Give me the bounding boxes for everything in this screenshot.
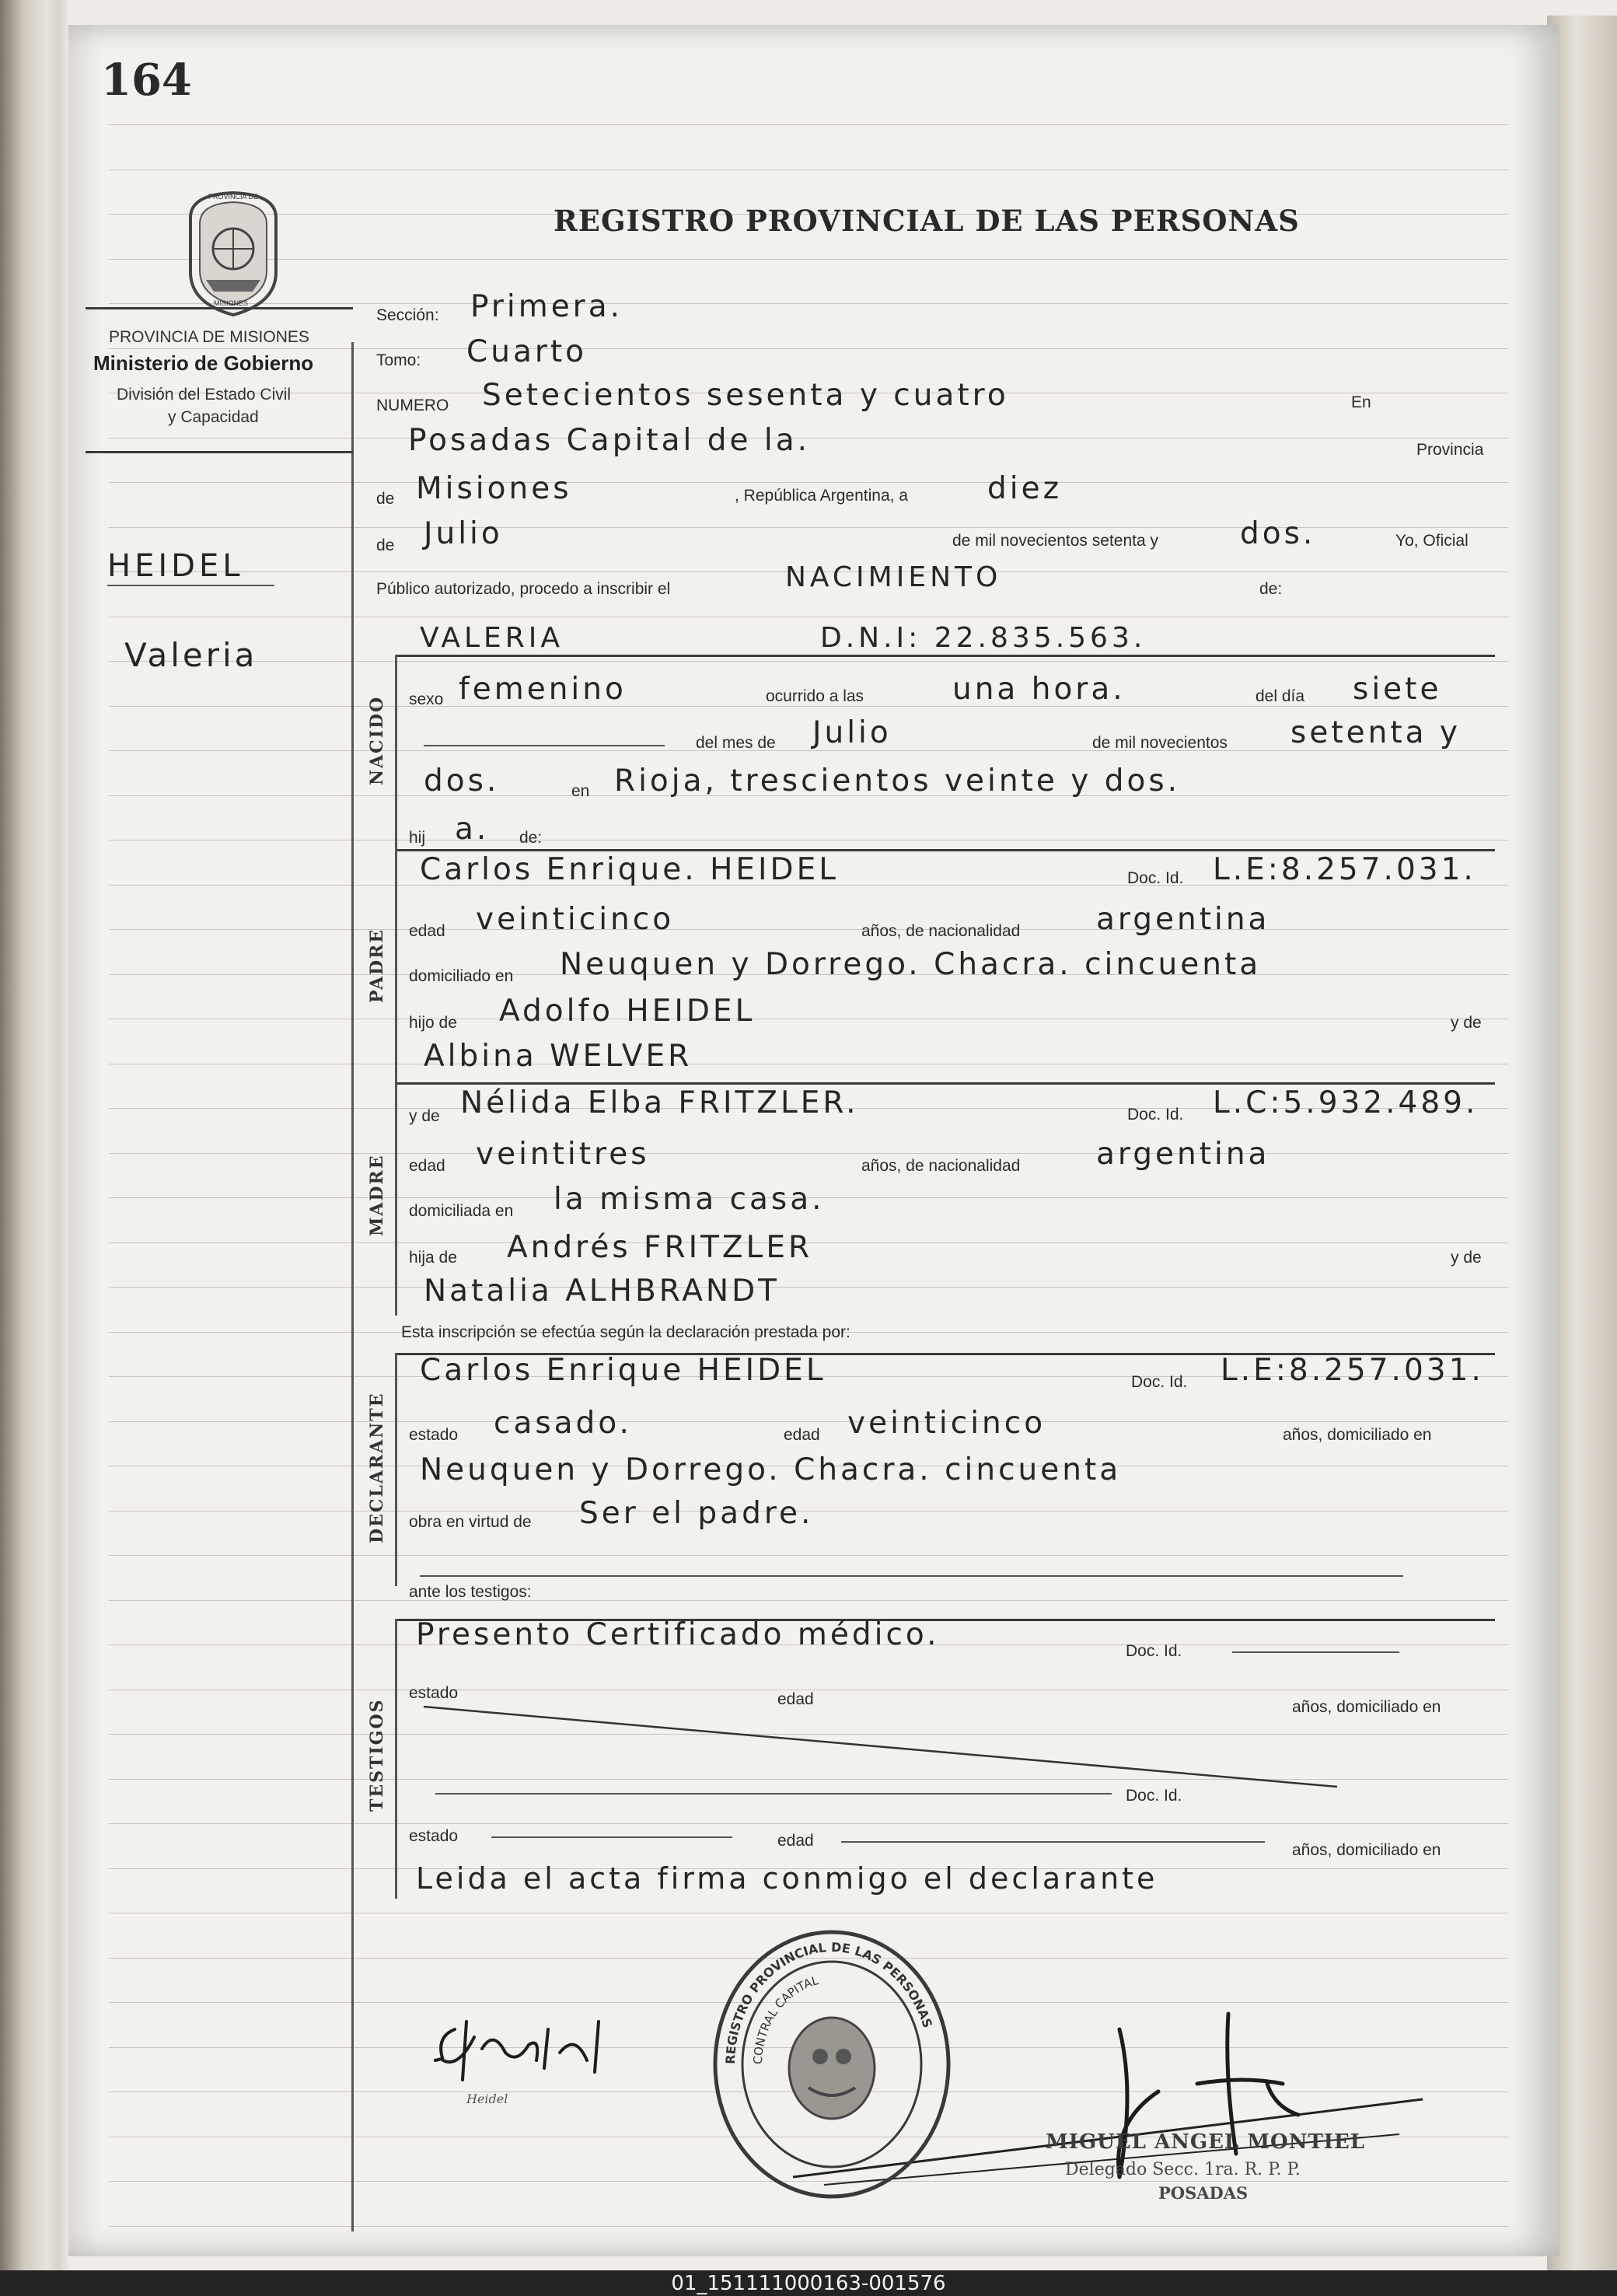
- official-stamp-seal: [700, 1920, 964, 2208]
- org-province: PROVINCIA DE MISIONES: [109, 328, 309, 346]
- label-madre-dom: domiciliada en: [409, 1202, 514, 1220]
- entry-madre-hija-de: Andrés FRITZLER: [507, 1230, 813, 1265]
- entry-hij: a.: [455, 812, 490, 847]
- label-madre-y-de: y de: [409, 1107, 440, 1125]
- entry-madre-nac: argentina: [1096, 1137, 1270, 1172]
- entry-padre-y-de: Albina WELVER: [424, 1039, 693, 1074]
- crest-text-1: PROVINCIA DE: [208, 193, 259, 201]
- label-decl-obra: obra en virtud de: [409, 1513, 532, 1531]
- org-division: División del Estado Civil: [117, 386, 292, 404]
- label-publico: Público autorizado, procedo a inscribir el: [376, 580, 671, 598]
- label-padre: PADRE: [367, 928, 387, 1003]
- entry-mes-nac: Julio: [812, 715, 892, 750]
- entry-padre-doc: L.E:8.257.031.: [1213, 852, 1476, 887]
- label-madre-hija-de: hija de: [409, 1249, 457, 1267]
- label-testigos: TESTIGOS: [367, 1698, 387, 1812]
- entry-padre-nac: argentina: [1096, 902, 1270, 937]
- label-testigo-estado-1: estado: [409, 1684, 459, 1702]
- label-testigo-doc-1: Doc. Id.: [1126, 1642, 1182, 1660]
- entry-hora: una hora.: [952, 672, 1126, 707]
- entry-padre-edad: veinticinco: [476, 902, 675, 937]
- entry-madre-y-de: Natalia ALHBRANDT: [424, 1274, 780, 1309]
- label-republica: , República Argentina, a: [735, 487, 908, 505]
- entry-decl-edad: veinticinco: [847, 1406, 1046, 1441]
- label-madre-edad: edad: [409, 1157, 445, 1175]
- entry-anio-nac-2: dos.: [424, 764, 500, 799]
- label-sexo: sexo: [409, 690, 444, 708]
- entry-madre-edad: veintitres: [476, 1137, 650, 1172]
- entry-padre-dom: Neuquen y Dorrego. Chacra. cincuenta: [560, 947, 1262, 982]
- entry-madre-nombre: Nélida Elba FRITZLER.: [460, 1085, 859, 1120]
- label-testigo-edad-2: edad: [777, 1832, 814, 1850]
- entry-lugar-nac: Rioja, trescientos veinte y dos.: [614, 764, 1181, 799]
- entry-cierre: Leida el acta firma conmigo el declarante: [416, 1861, 1158, 1896]
- entry-lugar: Posadas Capital de la.: [408, 423, 810, 458]
- label-padre-nac: años, de nacionalidad: [861, 922, 1021, 940]
- label-de-mil: de mil novecientos setenta y: [952, 532, 1158, 550]
- label-del-dia: del día: [1256, 687, 1305, 705]
- entry-dni: D.N.I: 22.835.563.: [820, 622, 1147, 654]
- margin-signature-text: Heidel: [466, 2092, 508, 2106]
- entry-sexo: femenino: [459, 672, 627, 707]
- margin-given-name: Valeria: [124, 636, 258, 674]
- entry-decl-doc: L.E:8.257.031.: [1221, 1353, 1484, 1388]
- entry-dia-nac: siete: [1353, 672, 1442, 707]
- label-madre-doc: Doc. Id.: [1127, 1106, 1184, 1124]
- label-testigo-doc-2: Doc. Id.: [1126, 1787, 1182, 1805]
- entry-decl-virtud: Ser el padre.: [579, 1496, 814, 1531]
- official-title: Delegado Secc. 1ra. R. P. P.: [1065, 2160, 1301, 2179]
- label-testigo-edad-1: edad: [777, 1690, 814, 1708]
- entry-dia: diez: [987, 471, 1063, 506]
- label-madre: MADRE: [367, 1154, 387, 1236]
- label-padre-edad: edad: [409, 922, 445, 940]
- page-number: 164: [101, 54, 192, 106]
- entry-anio-nac-1: setenta y: [1290, 715, 1461, 750]
- label-madre-y-de-2: y de: [1451, 1249, 1482, 1267]
- official-name: MIGUEL ANGEL MONTIEL: [1046, 2130, 1366, 2154]
- label-en: En: [1351, 393, 1371, 411]
- entry-padre-hijo-de: Adolfo HEIDEL: [499, 994, 756, 1029]
- org-capacity: y Capacidad: [168, 408, 259, 426]
- label-decl-doc: Doc. Id.: [1131, 1373, 1188, 1391]
- label-testigo-estado-2: estado: [409, 1827, 459, 1845]
- stamp-ring-text: REGISTRO PROVINCIAL DE LAS PERSONAS: [722, 1939, 935, 2065]
- org-ministry: Ministerio de Gobierno: [93, 351, 314, 375]
- label-testigo-dom-1: años, domiciliado en: [1292, 1698, 1441, 1716]
- label-de-acto: de:: [1259, 580, 1283, 598]
- label-hij: hij: [409, 829, 426, 847]
- crest-text-2: MISIONES: [214, 299, 249, 307]
- label-testigo-dom-2: años, domiciliado en: [1292, 1841, 1441, 1859]
- entry-madre-doc: L.C:5.932.489.: [1213, 1085, 1479, 1120]
- label-ocurrido: ocurrido a las: [766, 687, 864, 705]
- label-esta-inscripcion: Esta inscripción se efectúa según la declaración prestada por:: [401, 1323, 850, 1341]
- label-seccion: Sección:: [376, 306, 439, 324]
- margin-surname: HEIDEL: [107, 548, 244, 584]
- label-padre-doc: Doc. Id.: [1127, 869, 1184, 887]
- label-yo-oficial: Yo, Oficial: [1395, 532, 1469, 550]
- document-title: REGISTRO PROVINCIAL DE LAS PERSONAS: [554, 204, 1300, 238]
- margin-signature-scrawl: [420, 2006, 630, 2092]
- official-place: POSADAS: [1158, 2183, 1249, 2203]
- stamp-inner-text: CONTRAL CAPITAL: [750, 1973, 820, 2065]
- image-caption: 01_151111000163-001576: [671, 2272, 946, 2295]
- entry-decl-estado: casado.: [494, 1406, 632, 1441]
- label-provincia: Provincia: [1416, 441, 1484, 459]
- entry-numero: Setecientos sesenta y cuatro: [482, 378, 1009, 413]
- label-padre-dom: domiciliado en: [409, 967, 514, 985]
- entry-nombre: VALERIA: [420, 622, 564, 654]
- label-de-mil-nac: de mil novecientos: [1092, 734, 1228, 752]
- label-de-hij: de:: [519, 829, 543, 847]
- entry-mes: Julio: [424, 516, 503, 551]
- entry-padre-nombre: Carlos Enrique. HEIDEL: [420, 852, 839, 887]
- label-decl-edad: edad: [784, 1426, 820, 1444]
- label-padre-hijo-de: hijo de: [409, 1014, 457, 1032]
- entry-tomo: Cuarto: [466, 334, 588, 369]
- label-de: de: [376, 490, 395, 508]
- label-decl-estado: estado: [409, 1426, 459, 1444]
- entry-provincia: Misiones: [416, 471, 572, 506]
- entry-seccion: Primera.: [470, 289, 623, 324]
- entry-anio: dos.: [1240, 516, 1316, 551]
- label-en-nac: en: [571, 782, 590, 800]
- entry-testigo-1: Presento Certificado médico.: [416, 1617, 940, 1652]
- entry-decl-dom: Neuquen y Dorrego. Chacra. cincuenta: [420, 1452, 1122, 1487]
- label-padre-y-de: y de: [1451, 1014, 1482, 1032]
- entry-decl-nombre: Carlos Enrique HEIDEL: [420, 1353, 826, 1388]
- entry-acto: NACIMIENTO: [785, 561, 1002, 593]
- label-del-mes: del mes de: [696, 734, 776, 752]
- label-ante: ante los testigos:: [409, 1583, 532, 1601]
- label-de-mes: de: [376, 536, 395, 554]
- label-decl-dom: años, domiciliado en: [1283, 1426, 1432, 1444]
- label-nacido: NACIDO: [367, 695, 387, 785]
- entry-madre-dom: la misma casa.: [554, 1182, 825, 1217]
- label-declarante: DECLARANTE: [367, 1392, 387, 1543]
- label-numero: NUMERO: [376, 397, 449, 414]
- label-tomo: Tomo:: [376, 351, 421, 369]
- label-madre-nac: años, de nacionalidad: [861, 1157, 1021, 1175]
